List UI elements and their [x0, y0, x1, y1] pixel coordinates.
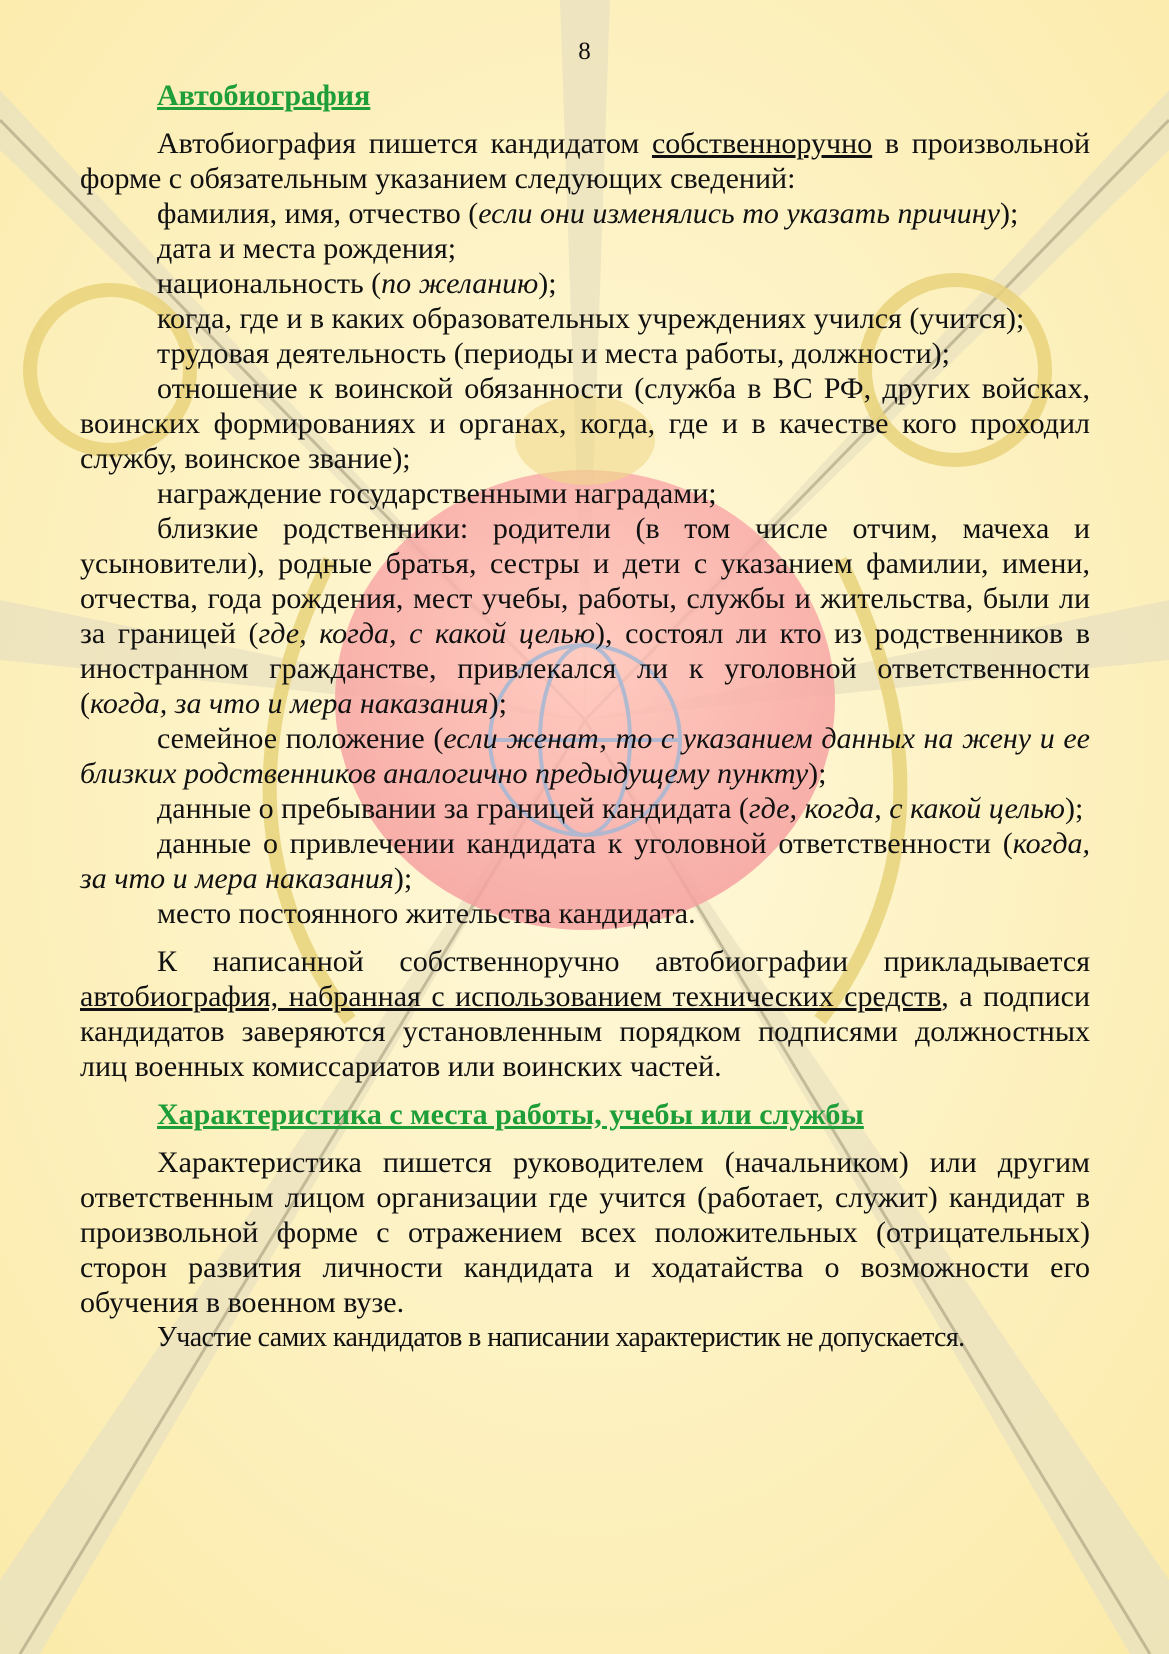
list-item-relatives: близкие родственники: родители (в том числе отчим, мачеха и усыновители), родные братья, сестры и дети с указанием фамилии, имени, отчества, года рождения, мест учебы, работы, службы и жительства, были ли за границей (где, когда, с какой целью), состоял ли кто из родственников в иностранном гражданстве, привлекался ли к уголовной ответственности (когда, за что и мера наказания);	[80, 512, 1090, 720]
list-item-name: фамилия, имя, отчество (если они изменялись то указать причину);	[157, 197, 1019, 230]
list-item-nationality: национальность (по желанию);	[157, 267, 557, 300]
list-item-residence: место постоянного жительства кандидата.	[157, 897, 696, 930]
final-note: Участие самих кандидатов в написании характеристик не допускается.	[157, 1322, 965, 1353]
list-item-criminal: данные о привлечении кандидата к уголовной ответственности (когда, за что и мера наказания);	[80, 827, 1090, 895]
intro-paragraph: Автобиография пишется кандидатом собственноручно в произвольной форме с обязательным указанием следующих сведений:	[80, 127, 1091, 195]
list-item-education: когда, где и в каких образовательных учреждениях учился (учится);	[157, 302, 1025, 335]
section-heading-characteristic: Характеристика с места работы, учебы или службы	[157, 1098, 864, 1131]
list-item-abroad: данные о пребывании за границей кандидата (где, когда, с какой целью);	[157, 792, 1084, 825]
list-item-birth: дата и места рождения;	[157, 232, 457, 265]
page-number: 8	[578, 38, 591, 65]
section-heading-autobiography: Автобиография	[157, 79, 371, 112]
attachment-paragraph: К написанной собственноручно автобиографии прикладывается автобиография, набранная с использованием технических средств, а подписи кандидатов заверяются установленным порядком подписями должностных лиц военных комиссариатов или воинских частей.	[80, 945, 1091, 1083]
list-item-work: трудовая деятельность (периоды и места работы, должности);	[157, 337, 951, 370]
list-item-awards: награждение государственными наградами;	[157, 477, 717, 510]
list-item-military: отношение к воинской обязанности (служба в ВС РФ, других войсках, воинских формированиях и органах, когда, где и в качестве кого проходил службу, воинское звание);	[80, 372, 1090, 475]
list-item-family: семейное положение (если женат, то с указанием данных на жену и ее близких родственников аналогично предыдущему пункту);	[80, 722, 1090, 790]
characteristic-paragraph: Характеристика пишется руководителем (начальником) или другим ответственным лицом организации где учится (работает, служит) кандидат в произвольной форме с отражением всех положительных (отрицательных) сторон развития личности кандидата и ходатайства о возможности его обучения в военном вузе.	[80, 1146, 1090, 1319]
page-content	[80, 78, 1090, 1355]
